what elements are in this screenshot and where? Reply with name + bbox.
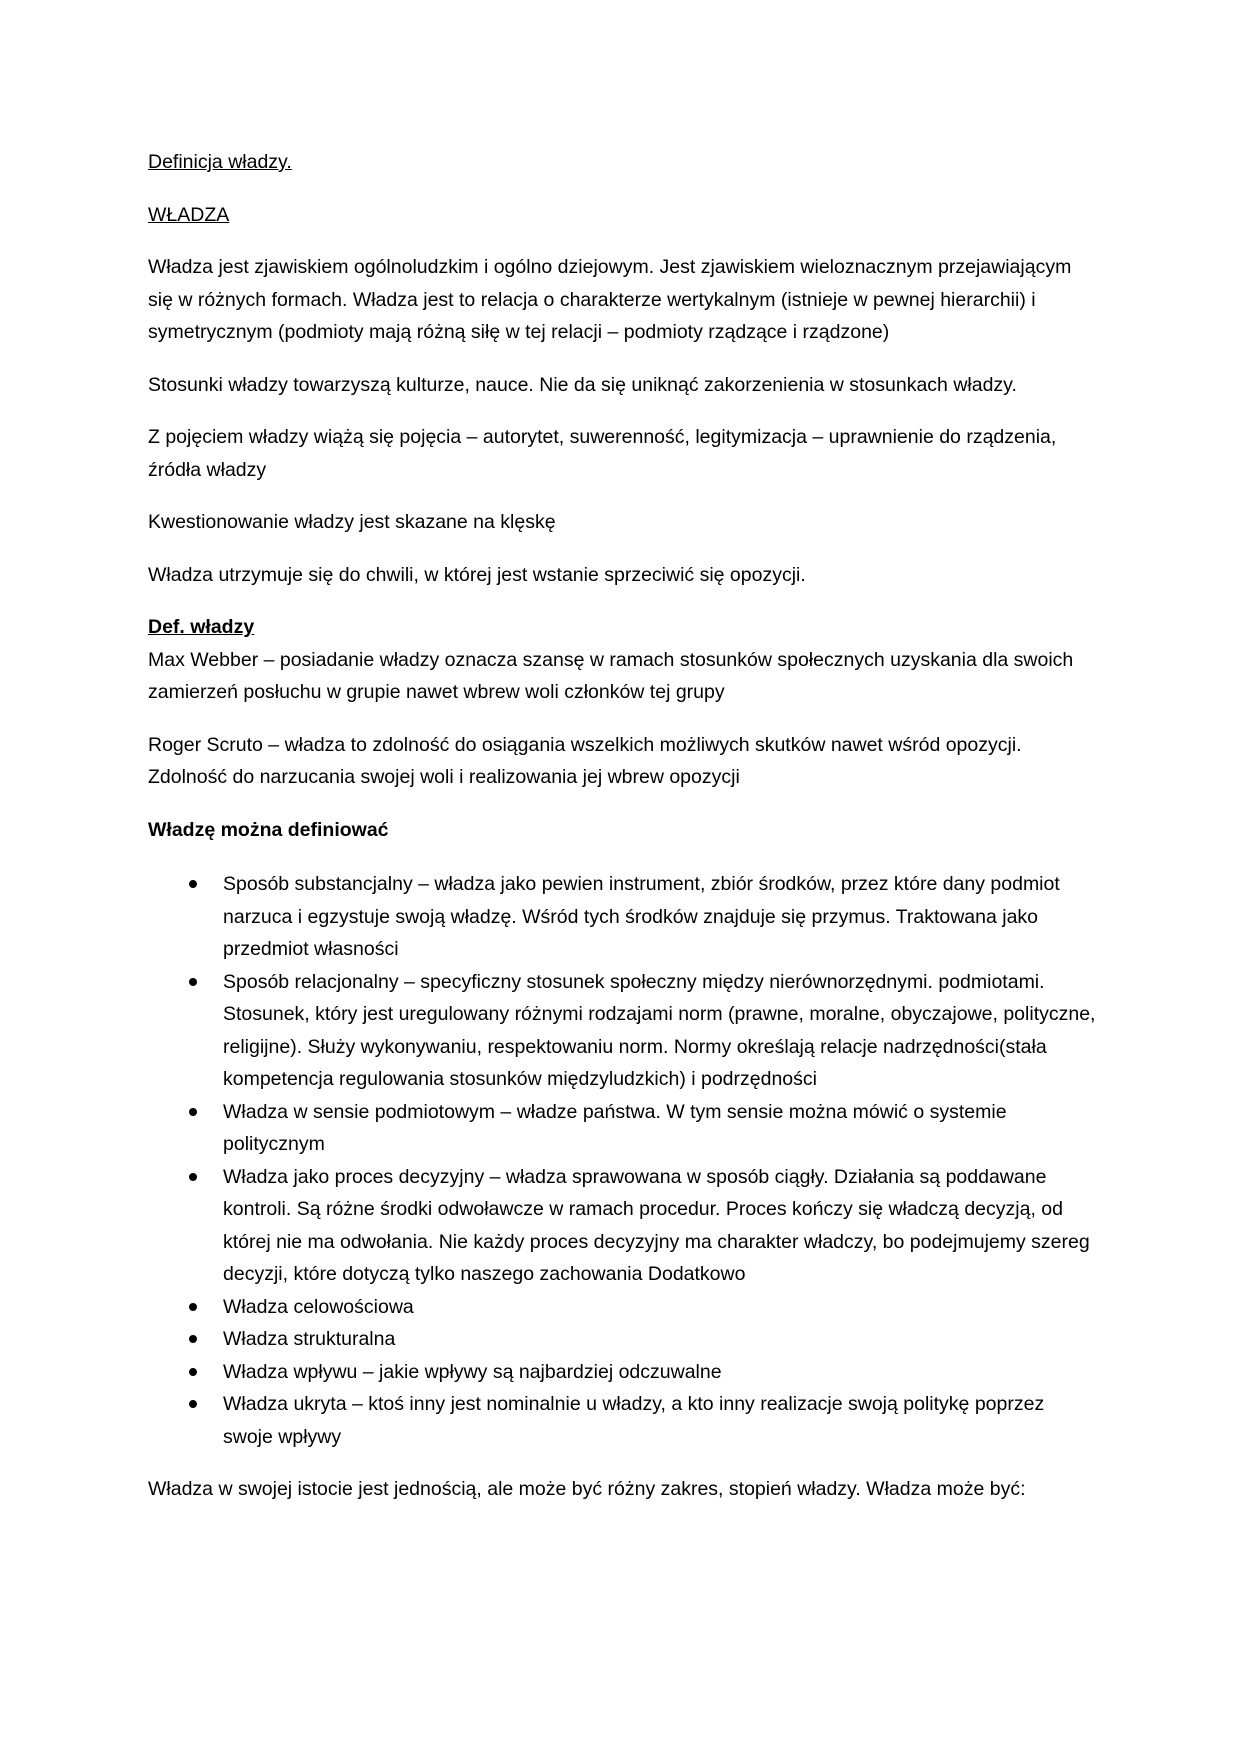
bullet-icon [189, 978, 197, 986]
paragraph-intro: Władza jest zjawiskiem ogólnoludzkim i ogólno dziejowym. Jest zjawiskiem wieloznacznym przejawiającym się w różnych formach. Władza jest to relacja o charakterze wertykalnym (istnieje w pewnej hierarchii) i symetrycznym (podmioty mają różną siłę w tej relacji – podmioty rządzące i rządzone) [148, 256, 1072, 343]
paragraph-opposition: Władza utrzymuje się do chwili, w której jest wstanie sprzeciwić się opozycji. [148, 563, 806, 586]
paragraph-weber: Max Webber – posiadanie władzy oznacza szansę w ramach stosunków społecznych uzyskania dla swoich zamierzeń posłuchu w grupie nawet wbrew woli członków tej grupy [148, 648, 1074, 703]
list-item: Władza ukryta – ktoś inny jest nominalnie u władzy, a kto inny realizacje swoją politykę poprzez swoje wpływy [148, 1388, 1098, 1453]
list-item: Władza w sensie podmiotowym – władze państwa. W tym sensie można mówić o systemie politycznym [148, 1096, 1098, 1161]
bullet-icon [189, 1173, 197, 1181]
paragraph-scruton: Roger Scruto – władza to zdolność do osiągania wszelkich możliwych skutków nawet wśród opozycji. Zdolność do narzucania swojej woli i realizowania jej wbrew opozycji [148, 733, 1022, 788]
list-heading: Władzę można definiować [148, 818, 389, 841]
bullet-icon [189, 880, 197, 888]
bullet-icon [189, 1400, 197, 1408]
bullet-icon [189, 1303, 197, 1311]
list-item: Władza wpływu – jakie wpływy są najbardziej odczuwalne [148, 1356, 1098, 1389]
list-item: Władza celowościowa [148, 1291, 1098, 1324]
bullet-icon [189, 1368, 197, 1376]
list-item: Władza strukturalna [148, 1323, 1098, 1356]
document-body [148, 146, 1098, 1506]
paragraph-closing: Władza w swojej istocie jest jednością, ale może być różny zakres, stopień władzy. Władza może być: [148, 1478, 1026, 1500]
definitions-list [148, 868, 1098, 1453]
list-item: Władza jako proces decyzyjny – władza sprawowana w sposób ciągły. Działania są poddawane kontroli. Są różne środki odwoławcze w ramach procedur. Proces kończy się władczą decyzją, od której nie ma odwołania. Nie każdy proces decyzyjny ma charakter władczy, bo podejmujemy szereg decyzji, które dotyczą tylko naszego zachowania Dodatkowo [148, 1161, 1098, 1291]
bullet-icon [189, 1108, 197, 1116]
paragraph-culture: Stosunki władzy towarzyszą kulturze, nauce. Nie da się uniknąć zakorzenienia w stosunkach władzy. [148, 373, 1017, 396]
definition-heading: Def. władzy [148, 616, 255, 638]
paragraph-concepts: Z pojęciem władzy wiążą się pojęcia – autorytet, suwerenność, legitymizacja – uprawnienie do rządzenia, źródła władzy [148, 426, 1057, 481]
section-heading: WŁADZA [148, 203, 230, 226]
paragraph-questioning: Kwestionowanie władzy jest skazane na klęskę [148, 511, 556, 533]
list-item: Sposób substancjalny – władza jako pewien instrument, zbiór środków, przez które dany podmiot narzuca i egzystuje swoją władzę. Wśród tych środków znajduje się przymus. Traktowana jako przedmiot własności [148, 868, 1098, 966]
bullet-icon [189, 1335, 197, 1343]
list-item: Sposób relacjonalny – specyficzny stosunek społeczny między nierównorzędnymi. podmiotami. Stosunek, który jest uregulowany różnymi rodzajami norm (prawne, moralne, obyczajowe, polityczne, religijne). Służy wykonywaniu, respektowaniu norm. Normy określają relacje nadrzędności(stała kompetencja regulowania stosunków międzyludzkich) i podrzędności [148, 966, 1098, 1096]
document-title: Definicja władzy. [148, 151, 292, 173]
